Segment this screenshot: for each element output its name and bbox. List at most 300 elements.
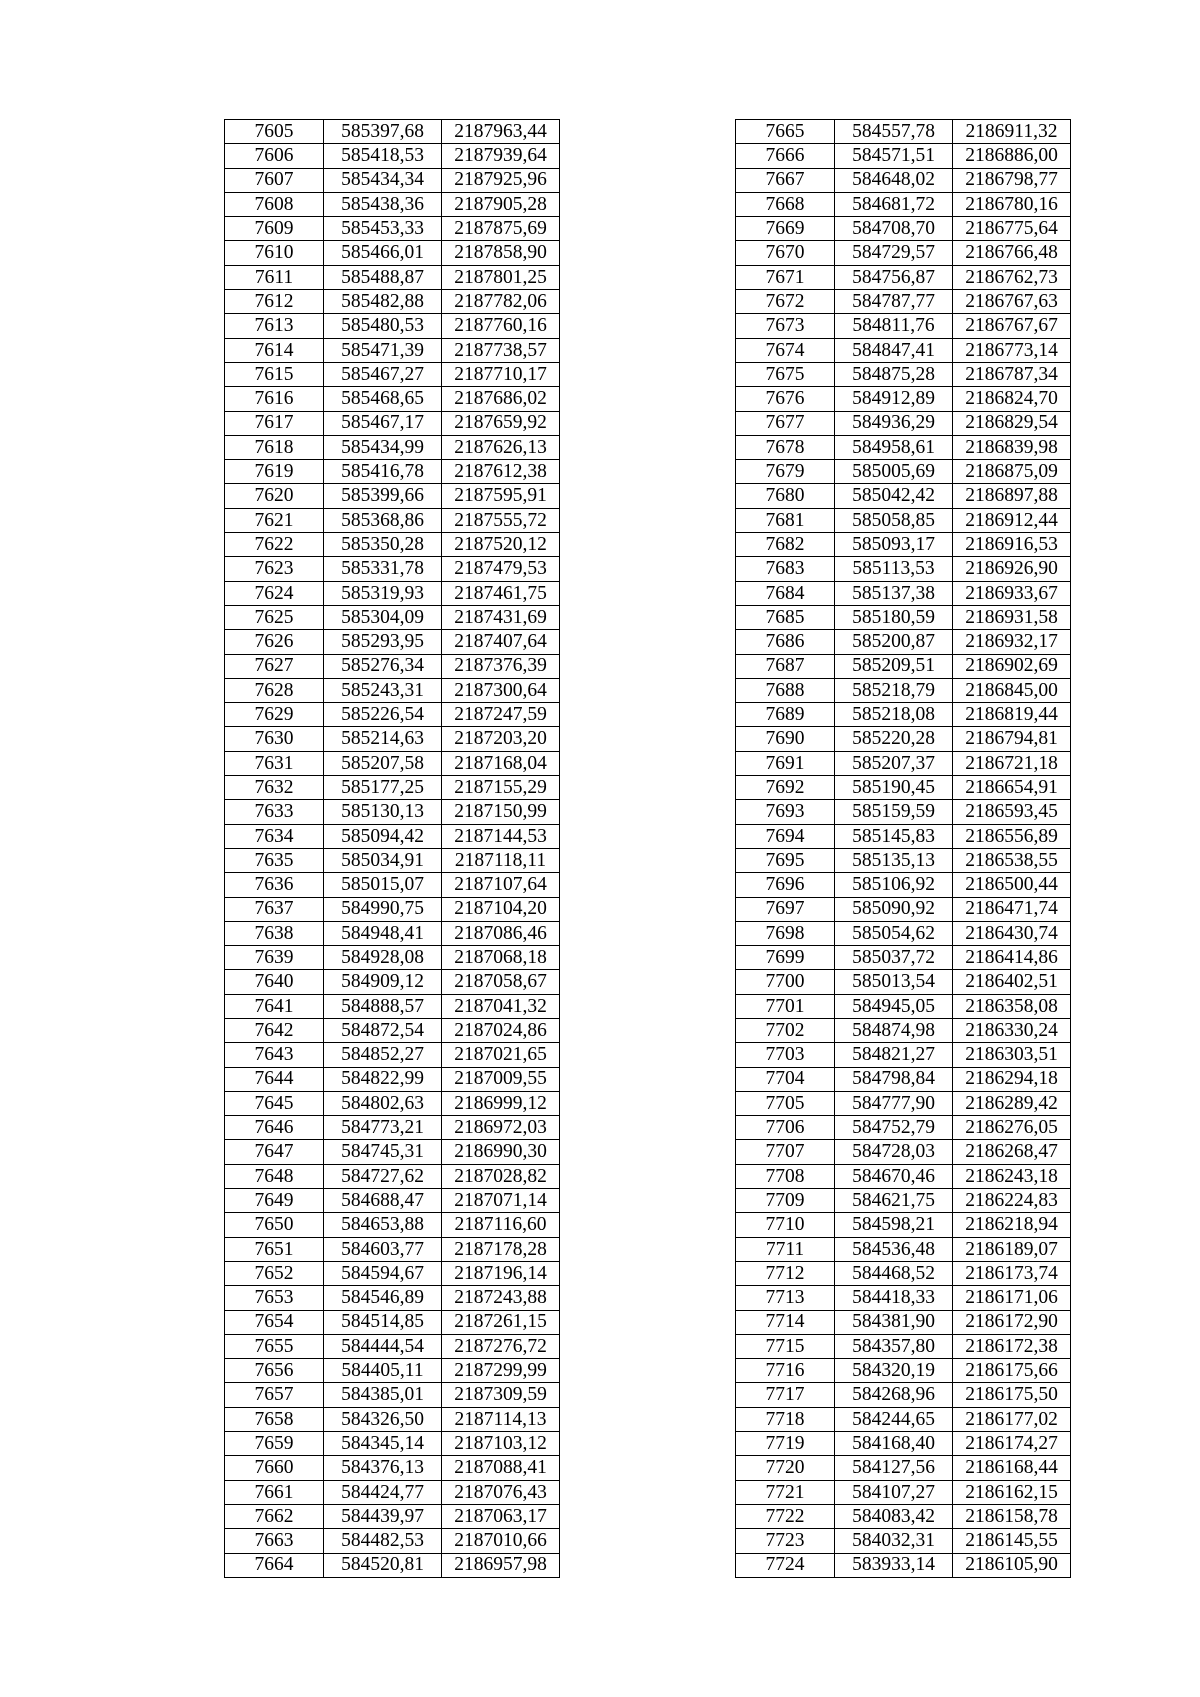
point-number-cell: 7670 [736, 241, 835, 265]
y-coordinate-cell: 2187116,60 [442, 1213, 560, 1237]
x-coordinate-cell: 585207,58 [324, 751, 442, 775]
table-row [736, 727, 1071, 751]
table-row [736, 1067, 1071, 1091]
table-row [736, 1504, 1071, 1528]
x-coordinate-cell: 585218,08 [835, 703, 953, 727]
x-coordinate-cell: 584888,57 [324, 994, 442, 1018]
point-number-cell: 7683 [736, 557, 835, 581]
x-coordinate-cell: 584681,72 [835, 192, 953, 216]
point-number-cell: 7724 [736, 1553, 835, 1577]
point-number-cell: 7642 [225, 1018, 324, 1042]
point-number-cell: 7671 [736, 265, 835, 289]
table-row [736, 144, 1071, 168]
x-coordinate-cell: 585113,53 [835, 557, 953, 581]
table-row [225, 994, 560, 1018]
y-coordinate-cell: 2186158,78 [953, 1504, 1071, 1528]
table-row [736, 1261, 1071, 1285]
point-number-cell: 7666 [736, 144, 835, 168]
y-coordinate-cell: 2186932,17 [953, 630, 1071, 654]
table-row [225, 265, 560, 289]
y-coordinate-cell: 2186957,98 [442, 1553, 560, 1577]
table-row [736, 751, 1071, 775]
point-number-cell: 7699 [736, 946, 835, 970]
point-number-cell: 7713 [736, 1286, 835, 1310]
x-coordinate-cell: 585416,78 [324, 460, 442, 484]
point-number-cell: 7655 [225, 1334, 324, 1358]
y-coordinate-cell: 2186654,91 [953, 776, 1071, 800]
y-coordinate-cell: 2187760,16 [442, 314, 560, 338]
table-row [736, 897, 1071, 921]
table-row [225, 144, 560, 168]
x-coordinate-cell: 584424,77 [324, 1480, 442, 1504]
table-row [225, 1286, 560, 1310]
y-coordinate-cell: 2187801,25 [442, 265, 560, 289]
y-coordinate-cell: 2186773,14 [953, 338, 1071, 362]
y-coordinate-cell: 2187071,14 [442, 1189, 560, 1213]
y-coordinate-cell: 2186177,02 [953, 1407, 1071, 1431]
x-coordinate-cell: 584798,84 [835, 1067, 953, 1091]
table-row [225, 362, 560, 386]
x-coordinate-cell: 585093,17 [835, 533, 953, 557]
x-coordinate-cell: 584777,90 [835, 1091, 953, 1115]
x-coordinate-cell: 584594,67 [324, 1261, 442, 1285]
table-row [736, 654, 1071, 678]
x-coordinate-cell: 584822,99 [324, 1067, 442, 1091]
y-coordinate-cell: 2187076,43 [442, 1480, 560, 1504]
point-number-cell: 7723 [736, 1529, 835, 1553]
point-number-cell: 7626 [225, 630, 324, 654]
point-number-cell: 7679 [736, 460, 835, 484]
point-number-cell: 7646 [225, 1116, 324, 1140]
y-coordinate-cell: 2187261,15 [442, 1310, 560, 1334]
y-coordinate-cell: 2187276,72 [442, 1334, 560, 1358]
table-body-left [225, 120, 560, 1578]
x-coordinate-cell: 584653,88 [324, 1213, 442, 1237]
x-coordinate-cell: 585331,78 [324, 557, 442, 581]
x-coordinate-cell: 585180,59 [835, 605, 953, 629]
point-number-cell: 7719 [736, 1432, 835, 1456]
x-coordinate-cell: 584875,28 [835, 362, 953, 386]
table-row [736, 1189, 1071, 1213]
point-number-cell: 7687 [736, 654, 835, 678]
y-coordinate-cell: 2186414,86 [953, 946, 1071, 970]
y-coordinate-cell: 2186912,44 [953, 508, 1071, 532]
x-coordinate-cell: 585135,13 [835, 848, 953, 872]
point-number-cell: 7634 [225, 824, 324, 848]
y-coordinate-cell: 2186538,55 [953, 848, 1071, 872]
point-number-cell: 7643 [225, 1043, 324, 1067]
x-coordinate-cell: 584418,33 [835, 1286, 953, 1310]
point-number-cell: 7648 [225, 1164, 324, 1188]
y-coordinate-cell: 2187431,69 [442, 605, 560, 629]
point-number-cell: 7708 [736, 1164, 835, 1188]
point-number-cell: 7656 [225, 1359, 324, 1383]
table-row [736, 168, 1071, 192]
table-row [225, 703, 560, 727]
table-row [225, 848, 560, 872]
point-number-cell: 7714 [736, 1310, 835, 1334]
table-row [225, 338, 560, 362]
y-coordinate-cell: 2187520,12 [442, 533, 560, 557]
point-number-cell: 7667 [736, 168, 835, 192]
y-coordinate-cell: 2186358,08 [953, 994, 1071, 1018]
y-coordinate-cell: 2186289,42 [953, 1091, 1071, 1115]
y-coordinate-cell: 2186766,48 [953, 241, 1071, 265]
table-row [736, 1018, 1071, 1042]
y-coordinate-cell: 2186162,15 [953, 1480, 1071, 1504]
x-coordinate-cell: 585090,92 [835, 897, 953, 921]
x-coordinate-cell: 585005,69 [835, 460, 953, 484]
point-number-cell: 7652 [225, 1261, 324, 1285]
point-number-cell: 7660 [225, 1456, 324, 1480]
x-coordinate-cell: 584847,41 [835, 338, 953, 362]
table-row [225, 1334, 560, 1358]
x-coordinate-cell: 585276,34 [324, 654, 442, 678]
table-row [225, 1456, 560, 1480]
table-row [225, 387, 560, 411]
x-coordinate-cell: 585106,92 [835, 873, 953, 897]
table-row [736, 508, 1071, 532]
table-row [736, 557, 1071, 581]
x-coordinate-cell: 584912,89 [835, 387, 953, 411]
table-row [736, 824, 1071, 848]
x-coordinate-cell: 585467,17 [324, 411, 442, 435]
point-number-cell: 7712 [736, 1261, 835, 1285]
table-row [736, 970, 1071, 994]
y-coordinate-cell: 2187299,99 [442, 1359, 560, 1383]
x-coordinate-cell: 584127,56 [835, 1456, 953, 1480]
y-coordinate-cell: 2186243,18 [953, 1164, 1071, 1188]
y-coordinate-cell: 2187150,99 [442, 800, 560, 824]
x-coordinate-cell: 584107,27 [835, 1480, 953, 1504]
y-coordinate-cell: 2186303,51 [953, 1043, 1071, 1067]
table-row [225, 776, 560, 800]
y-coordinate-cell: 2187107,64 [442, 873, 560, 897]
table-row [225, 581, 560, 605]
x-coordinate-cell: 584648,02 [835, 168, 953, 192]
y-coordinate-cell: 2187103,12 [442, 1432, 560, 1456]
x-coordinate-cell: 584688,47 [324, 1189, 442, 1213]
point-number-cell: 7653 [225, 1286, 324, 1310]
point-number-cell: 7605 [225, 120, 324, 144]
x-coordinate-cell: 585220,28 [835, 727, 953, 751]
x-coordinate-cell: 584872,54 [324, 1018, 442, 1042]
point-number-cell: 7615 [225, 362, 324, 386]
x-coordinate-cell: 584083,42 [835, 1504, 953, 1528]
point-number-cell: 7694 [736, 824, 835, 848]
point-number-cell: 7606 [225, 144, 324, 168]
x-coordinate-cell: 584752,79 [835, 1116, 953, 1140]
y-coordinate-cell: 2187300,64 [442, 678, 560, 702]
x-coordinate-cell: 584345,14 [324, 1432, 442, 1456]
y-coordinate-cell: 2187738,57 [442, 338, 560, 362]
y-coordinate-cell: 2187024,86 [442, 1018, 560, 1042]
x-coordinate-cell: 585243,31 [324, 678, 442, 702]
x-coordinate-cell: 585042,42 [835, 484, 953, 508]
x-coordinate-cell: 585468,65 [324, 387, 442, 411]
y-coordinate-cell: 2186972,03 [442, 1116, 560, 1140]
table-row [736, 776, 1071, 800]
y-coordinate-cell: 2187858,90 [442, 241, 560, 265]
table-row [225, 217, 560, 241]
point-number-cell: 7659 [225, 1432, 324, 1456]
y-coordinate-cell: 2187407,64 [442, 630, 560, 654]
point-number-cell: 7672 [736, 290, 835, 314]
y-coordinate-cell: 2186886,00 [953, 144, 1071, 168]
x-coordinate-cell: 584811,76 [835, 314, 953, 338]
table-row [225, 1140, 560, 1164]
y-coordinate-cell: 2186819,44 [953, 703, 1071, 727]
table-row [736, 605, 1071, 629]
point-number-cell: 7689 [736, 703, 835, 727]
y-coordinate-cell: 2186471,74 [953, 897, 1071, 921]
table-row [736, 387, 1071, 411]
point-number-cell: 7678 [736, 435, 835, 459]
x-coordinate-cell: 585226,54 [324, 703, 442, 727]
x-coordinate-cell: 584598,21 [835, 1213, 953, 1237]
x-coordinate-cell: 585190,45 [835, 776, 953, 800]
table-row [736, 1043, 1071, 1067]
table-row [225, 1504, 560, 1528]
point-number-cell: 7668 [736, 192, 835, 216]
point-number-cell: 7647 [225, 1140, 324, 1164]
table-row [736, 703, 1071, 727]
y-coordinate-cell: 2186402,51 [953, 970, 1071, 994]
table-row [736, 1553, 1071, 1577]
point-number-cell: 7715 [736, 1334, 835, 1358]
x-coordinate-cell: 584376,13 [324, 1456, 442, 1480]
y-coordinate-cell: 2187925,96 [442, 168, 560, 192]
table-row [225, 1018, 560, 1042]
point-number-cell: 7622 [225, 533, 324, 557]
point-number-cell: 7638 [225, 921, 324, 945]
x-coordinate-cell: 584357,80 [835, 1334, 953, 1358]
y-coordinate-cell: 2187009,55 [442, 1067, 560, 1091]
table-row [736, 1164, 1071, 1188]
point-number-cell: 7690 [736, 727, 835, 751]
x-coordinate-cell: 585488,87 [324, 265, 442, 289]
point-number-cell: 7616 [225, 387, 324, 411]
point-number-cell: 7684 [736, 581, 835, 605]
point-number-cell: 7619 [225, 460, 324, 484]
table-row [736, 994, 1071, 1018]
y-coordinate-cell: 2187939,64 [442, 144, 560, 168]
y-coordinate-cell: 2186762,73 [953, 265, 1071, 289]
x-coordinate-cell: 584756,87 [835, 265, 953, 289]
y-coordinate-cell: 2187118,11 [442, 848, 560, 872]
x-coordinate-cell: 584482,53 [324, 1529, 442, 1553]
y-coordinate-cell: 2186189,07 [953, 1237, 1071, 1261]
y-coordinate-cell: 2187626,13 [442, 435, 560, 459]
x-coordinate-cell: 585453,33 [324, 217, 442, 241]
x-coordinate-cell: 584727,62 [324, 1164, 442, 1188]
x-coordinate-cell: 585207,37 [835, 751, 953, 775]
point-number-cell: 7688 [736, 678, 835, 702]
table-row [736, 1140, 1071, 1164]
x-coordinate-cell: 585304,09 [324, 605, 442, 629]
point-number-cell: 7641 [225, 994, 324, 1018]
y-coordinate-cell: 2186172,38 [953, 1334, 1071, 1358]
y-coordinate-cell: 2186911,32 [953, 120, 1071, 144]
table-row [225, 241, 560, 265]
table-row [736, 120, 1071, 144]
point-number-cell: 7612 [225, 290, 324, 314]
x-coordinate-cell: 584948,41 [324, 921, 442, 945]
x-coordinate-cell: 584385,01 [324, 1383, 442, 1407]
y-coordinate-cell: 2186218,94 [953, 1213, 1071, 1237]
point-number-cell: 7718 [736, 1407, 835, 1431]
point-number-cell: 7686 [736, 630, 835, 654]
point-number-cell: 7635 [225, 848, 324, 872]
table-row [736, 192, 1071, 216]
x-coordinate-cell: 584514,85 [324, 1310, 442, 1334]
point-number-cell: 7720 [736, 1456, 835, 1480]
x-coordinate-cell: 584268,96 [835, 1383, 953, 1407]
table-row [736, 484, 1071, 508]
table-row [736, 1529, 1071, 1553]
y-coordinate-cell: 2186556,89 [953, 824, 1071, 848]
x-coordinate-cell: 584032,31 [835, 1529, 953, 1553]
point-number-cell: 7685 [736, 605, 835, 629]
table-row [225, 1261, 560, 1285]
point-number-cell: 7701 [736, 994, 835, 1018]
table-row [736, 946, 1071, 970]
x-coordinate-cell: 584405,11 [324, 1359, 442, 1383]
point-number-cell: 7623 [225, 557, 324, 581]
table-row [736, 411, 1071, 435]
y-coordinate-cell: 2186593,45 [953, 800, 1071, 824]
y-coordinate-cell: 2186175,66 [953, 1359, 1071, 1383]
point-number-cell: 7613 [225, 314, 324, 338]
table-row [225, 290, 560, 314]
y-coordinate-cell: 2186105,90 [953, 1553, 1071, 1577]
x-coordinate-cell: 585058,85 [835, 508, 953, 532]
y-coordinate-cell: 2186721,18 [953, 751, 1071, 775]
point-number-cell: 7722 [736, 1504, 835, 1528]
table-row [736, 1407, 1071, 1431]
point-number-cell: 7637 [225, 897, 324, 921]
x-coordinate-cell: 584571,51 [835, 144, 953, 168]
y-coordinate-cell: 2187178,28 [442, 1237, 560, 1261]
point-number-cell: 7651 [225, 1237, 324, 1261]
x-coordinate-cell: 585037,72 [835, 946, 953, 970]
x-coordinate-cell: 584320,19 [835, 1359, 953, 1383]
table-row [736, 533, 1071, 557]
x-coordinate-cell: 584745,31 [324, 1140, 442, 1164]
x-coordinate-cell: 585467,27 [324, 362, 442, 386]
x-coordinate-cell: 585145,83 [835, 824, 953, 848]
x-coordinate-cell: 584945,05 [835, 994, 953, 1018]
point-number-cell: 7664 [225, 1553, 324, 1577]
y-coordinate-cell: 2186902,69 [953, 654, 1071, 678]
x-coordinate-cell: 584728,03 [835, 1140, 953, 1164]
y-coordinate-cell: 2187086,46 [442, 921, 560, 945]
y-coordinate-cell: 2187875,69 [442, 217, 560, 241]
y-coordinate-cell: 2186839,98 [953, 435, 1071, 459]
y-coordinate-cell: 2186172,90 [953, 1310, 1071, 1334]
x-coordinate-cell: 584381,90 [835, 1310, 953, 1334]
point-number-cell: 7663 [225, 1529, 324, 1553]
table-row [225, 1383, 560, 1407]
table-row [736, 1237, 1071, 1261]
y-coordinate-cell: 2187782,06 [442, 290, 560, 314]
y-coordinate-cell: 2186775,64 [953, 217, 1071, 241]
point-number-cell: 7639 [225, 946, 324, 970]
x-coordinate-cell: 584603,77 [324, 1237, 442, 1261]
table-row [225, 1553, 560, 1577]
y-coordinate-cell: 2186276,05 [953, 1116, 1071, 1140]
table-row [225, 1189, 560, 1213]
y-coordinate-cell: 2186999,12 [442, 1091, 560, 1115]
y-coordinate-cell: 2187686,02 [442, 387, 560, 411]
y-coordinate-cell: 2187028,82 [442, 1164, 560, 1188]
point-number-cell: 7702 [736, 1018, 835, 1042]
table-row [736, 581, 1071, 605]
point-number-cell: 7658 [225, 1407, 324, 1431]
x-coordinate-cell: 584874,98 [835, 1018, 953, 1042]
table-row [225, 751, 560, 775]
point-number-cell: 7674 [736, 338, 835, 362]
x-coordinate-cell: 584168,40 [835, 1432, 953, 1456]
y-coordinate-cell: 2187243,88 [442, 1286, 560, 1310]
y-coordinate-cell: 2186931,58 [953, 605, 1071, 629]
table-row [225, 168, 560, 192]
point-number-cell: 7673 [736, 314, 835, 338]
y-coordinate-cell: 2186330,24 [953, 1018, 1071, 1042]
table-row [225, 630, 560, 654]
point-number-cell: 7661 [225, 1480, 324, 1504]
y-coordinate-cell: 2186268,47 [953, 1140, 1071, 1164]
table-row [225, 1091, 560, 1115]
y-coordinate-cell: 2186171,06 [953, 1286, 1071, 1310]
point-number-cell: 7721 [736, 1480, 835, 1504]
table-row [736, 1091, 1071, 1115]
y-coordinate-cell: 2186294,18 [953, 1067, 1071, 1091]
point-number-cell: 7649 [225, 1189, 324, 1213]
x-coordinate-cell: 584773,21 [324, 1116, 442, 1140]
x-coordinate-cell: 584909,12 [324, 970, 442, 994]
y-coordinate-cell: 2186174,27 [953, 1432, 1071, 1456]
y-coordinate-cell: 2186767,63 [953, 290, 1071, 314]
x-coordinate-cell: 584852,27 [324, 1043, 442, 1067]
point-number-cell: 7697 [736, 897, 835, 921]
x-coordinate-cell: 584670,46 [835, 1164, 953, 1188]
x-coordinate-cell: 584729,57 [835, 241, 953, 265]
x-coordinate-cell: 585397,68 [324, 120, 442, 144]
y-coordinate-cell: 2187058,67 [442, 970, 560, 994]
y-coordinate-cell: 2187203,20 [442, 727, 560, 751]
point-number-cell: 7617 [225, 411, 324, 435]
table-row [736, 921, 1071, 945]
y-coordinate-cell: 2187104,20 [442, 897, 560, 921]
table-row [736, 435, 1071, 459]
x-coordinate-cell: 585434,99 [324, 435, 442, 459]
x-coordinate-cell: 584520,81 [324, 1553, 442, 1577]
y-coordinate-cell: 2187168,04 [442, 751, 560, 775]
y-coordinate-cell: 2186430,74 [953, 921, 1071, 945]
point-number-cell: 7709 [736, 1189, 835, 1213]
point-number-cell: 7624 [225, 581, 324, 605]
y-coordinate-cell: 2186798,77 [953, 168, 1071, 192]
table-row [225, 1237, 560, 1261]
point-number-cell: 7627 [225, 654, 324, 678]
table-row [736, 290, 1071, 314]
x-coordinate-cell: 585013,54 [835, 970, 953, 994]
coordinates-table-right [735, 119, 1071, 1578]
y-coordinate-cell: 2187021,65 [442, 1043, 560, 1067]
x-coordinate-cell: 585466,01 [324, 241, 442, 265]
x-coordinate-cell: 585054,62 [835, 921, 953, 945]
